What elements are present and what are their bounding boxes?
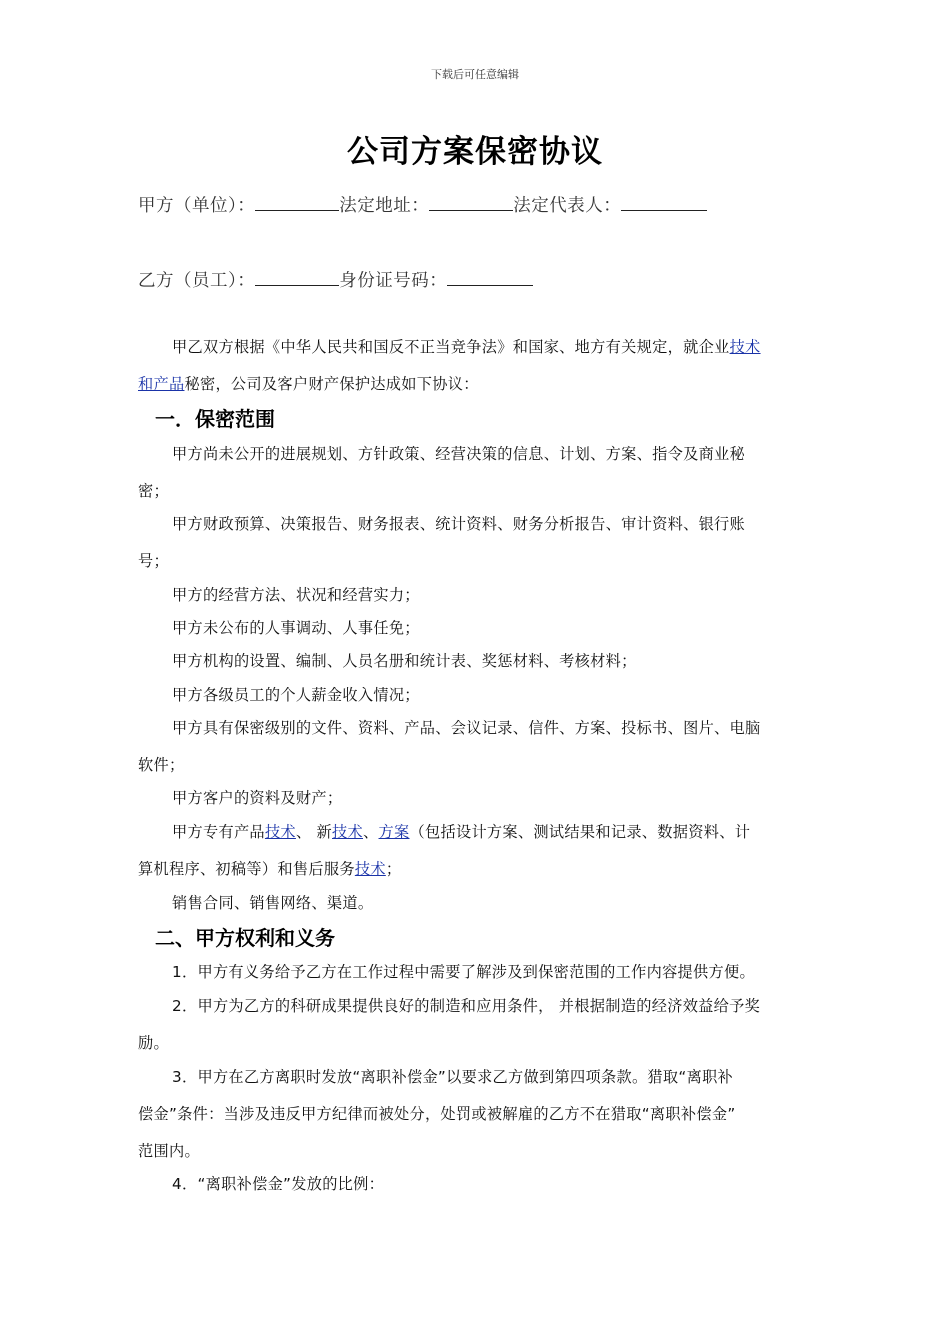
scope-item: 甲方未公布的人事调动、人事任免； bbox=[172, 619, 420, 637]
special-text: 甲方专有产品 bbox=[172, 823, 265, 841]
scope-item-cont: 密； bbox=[138, 482, 169, 500]
special-link-plan[interactable]: 方案 bbox=[378, 823, 410, 841]
intro-link-tech[interactable]: 技术 bbox=[729, 338, 761, 356]
intro-link-product[interactable]: 和产品 bbox=[138, 375, 185, 393]
scope-item: 甲方各级员工的个人薪金收入情况； bbox=[172, 686, 420, 704]
section-1-heading: 一．保密范围 bbox=[155, 407, 275, 431]
duty-line-cont: 励。 bbox=[138, 1034, 169, 1052]
party-b-id-label: 身份证号码： bbox=[339, 271, 448, 291]
duty-line: 3．甲方在乙方离职时发放“离职补偿金”以要求乙方做到第四项条款。猎取“离职补 bbox=[172, 1068, 734, 1086]
party-b-id-blank[interactable] bbox=[447, 284, 533, 286]
scope-item: 甲方机构的设置、编制、人员名册和统计表、奖惩材料、考核材料； bbox=[172, 652, 637, 670]
header-note: 下载后可任意编辑 bbox=[431, 68, 519, 81]
special-link-new-tech[interactable]: 技术 bbox=[332, 823, 364, 841]
intro-text-2: 秘密，公司及客户财产保护达成如下协议： bbox=[184, 375, 479, 393]
party-a-unit-label: 甲方（单位）： bbox=[138, 196, 256, 216]
party-a-rep-label: 法定代表人： bbox=[513, 196, 622, 216]
party-a-unit-blank[interactable] bbox=[255, 209, 339, 211]
intro-text: 甲乙双方根据《中华人民共和国反不正当竞争法》和国家、地方有关规定，就企业 bbox=[172, 338, 730, 356]
party-a-rep-blank[interactable] bbox=[621, 209, 707, 211]
scope-item: 甲方财政预算、决策报告、财务报表、统计资料、财务分析报告、审计资料、银行账 bbox=[172, 515, 746, 533]
scope-item: 甲方客户的资料及财产； bbox=[172, 789, 343, 807]
duty-line: 4．“离职补偿金”发放的比例： bbox=[172, 1175, 385, 1193]
scope-item: 销售合同、销售网络、渠道。 bbox=[172, 894, 374, 912]
duty-line: 1．甲方有义务给予乙方在工作过程中需要了解涉及到保密范围的工作内容提供方便。 bbox=[172, 963, 755, 981]
special-text: 、 bbox=[363, 823, 379, 841]
party-b-employee-label: 乙方（员工）： bbox=[138, 271, 256, 291]
duty-line: 2．甲方为乙方的科研成果提供良好的制造和应用条件， 并根据制造的经济效益给予奖 bbox=[172, 997, 761, 1015]
party-a-address-label: 法定地址： bbox=[339, 196, 430, 216]
scope-item: 甲方尚未公开的进展规划、方针政策、经营决策的信息、计划、方案、指令及商业秘 bbox=[172, 445, 746, 463]
special-text: ； bbox=[385, 860, 402, 878]
scope-item-special-cont bbox=[138, 858, 401, 879]
party-a-address-blank[interactable] bbox=[429, 209, 513, 211]
intro-line-2 bbox=[138, 373, 479, 394]
duty-line-cont: 偿金”条件：当涉及违反甲方纪律而被处分，处罚或被解雇的乙方不在猎取“离职补偿金” bbox=[138, 1105, 736, 1123]
party-b-line bbox=[138, 267, 533, 292]
special-link-service-tech[interactable]: 技术 bbox=[354, 860, 386, 878]
scope-item-special bbox=[172, 821, 750, 842]
party-b-employee-blank[interactable] bbox=[255, 284, 339, 286]
document-title: 公司方案保密协议 bbox=[347, 134, 603, 170]
special-text: 、 新 bbox=[295, 823, 333, 841]
special-text: 算机程序、初稿等）和售后服务 bbox=[138, 860, 355, 878]
special-link-tech[interactable]: 技术 bbox=[264, 823, 296, 841]
party-a-line bbox=[138, 192, 707, 217]
scope-item-cont: 软件； bbox=[138, 756, 185, 774]
scope-item: 甲方具有保密级别的文件、资料、产品、会议记录、信件、方案、投标书、图片、电脑 bbox=[172, 719, 761, 737]
scope-item-cont: 号； bbox=[138, 552, 169, 570]
duty-line-cont: 范围内。 bbox=[138, 1142, 200, 1160]
special-text: （包括设计方案、测试结果和记录、数据资料、计 bbox=[409, 823, 751, 841]
intro-line-1 bbox=[172, 336, 761, 357]
section-2-heading: 二、甲方权利和义务 bbox=[155, 926, 335, 950]
scope-item: 甲方的经营方法、状况和经营实力； bbox=[172, 586, 420, 604]
